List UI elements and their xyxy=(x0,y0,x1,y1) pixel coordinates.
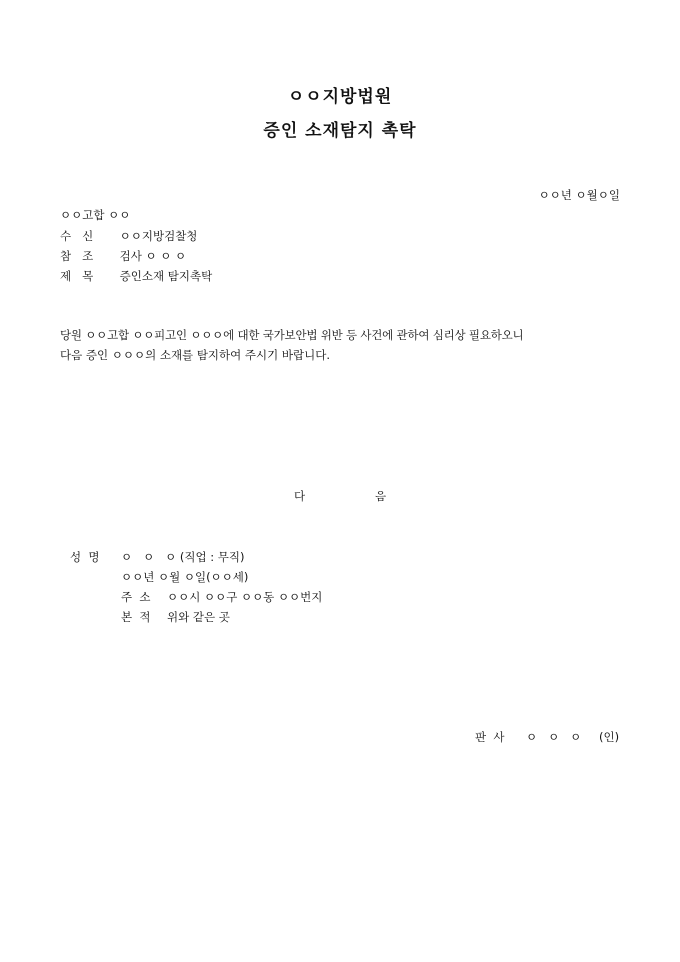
witness-domicile-value: 위와 같은 곳 xyxy=(167,610,230,624)
recipient-value: ㅇㅇ지방검찰청 xyxy=(119,229,198,243)
document-date: ㅇㅇ년 ㅇ월ㅇ일 xyxy=(538,188,620,202)
next-heading-right: 음 xyxy=(375,489,387,503)
witness-address-value: ㅇㅇ시 ㅇㅇ구 ㅇㅇ동 ㅇㅇ번지 xyxy=(167,590,323,604)
subject-value: 증인소재 탐지촉탁 xyxy=(119,269,213,283)
document-title: 증인 소재탐지 촉탁 xyxy=(263,121,417,141)
reference-label: 참 조 xyxy=(60,249,94,263)
body-line-1: 당원 ㅇㅇ고합 ㅇㅇ피고인 ㅇㅇㅇ에 대한 국가보안법 위반 등 사건에 관하여 심리상 필요하오니 xyxy=(60,328,524,342)
recipient-row xyxy=(60,228,197,244)
reference-row xyxy=(60,248,186,264)
reference-value: 검사 ㅇ ㅇ ㅇ xyxy=(119,249,187,263)
doc-number xyxy=(60,207,130,223)
witness-name-value: ㅇ ㅇ ㅇ (직업 : 무직) xyxy=(121,550,245,564)
witness-domicile-label: 본 적 xyxy=(121,610,151,624)
witness-name-label: 성 명 xyxy=(70,550,100,564)
judge-title: 판 사 xyxy=(475,730,505,744)
body-line-2: 다음 증인 ㅇㅇㅇ의 소재를 탐지하여 주시기 바랍니다. xyxy=(60,348,330,362)
witness-birth: ㅇㅇ년 ㅇ월 ㅇ일(ㅇㅇ세) xyxy=(121,570,249,584)
witness-address-label: 주 소 xyxy=(121,590,151,604)
doc-number-value: ㅇㅇ고합 ㅇㅇ xyxy=(60,208,131,222)
court-name: ㅇㅇ지방법원 xyxy=(287,87,393,107)
subject-label: 제 목 xyxy=(60,269,94,283)
recipient-label: 수 신 xyxy=(60,229,94,243)
judge-name: ㅇ ㅇ ㅇ xyxy=(526,730,582,744)
next-heading-left: 다 xyxy=(294,489,306,503)
subject-row xyxy=(60,268,212,284)
judge-seal: (인) xyxy=(599,730,620,744)
